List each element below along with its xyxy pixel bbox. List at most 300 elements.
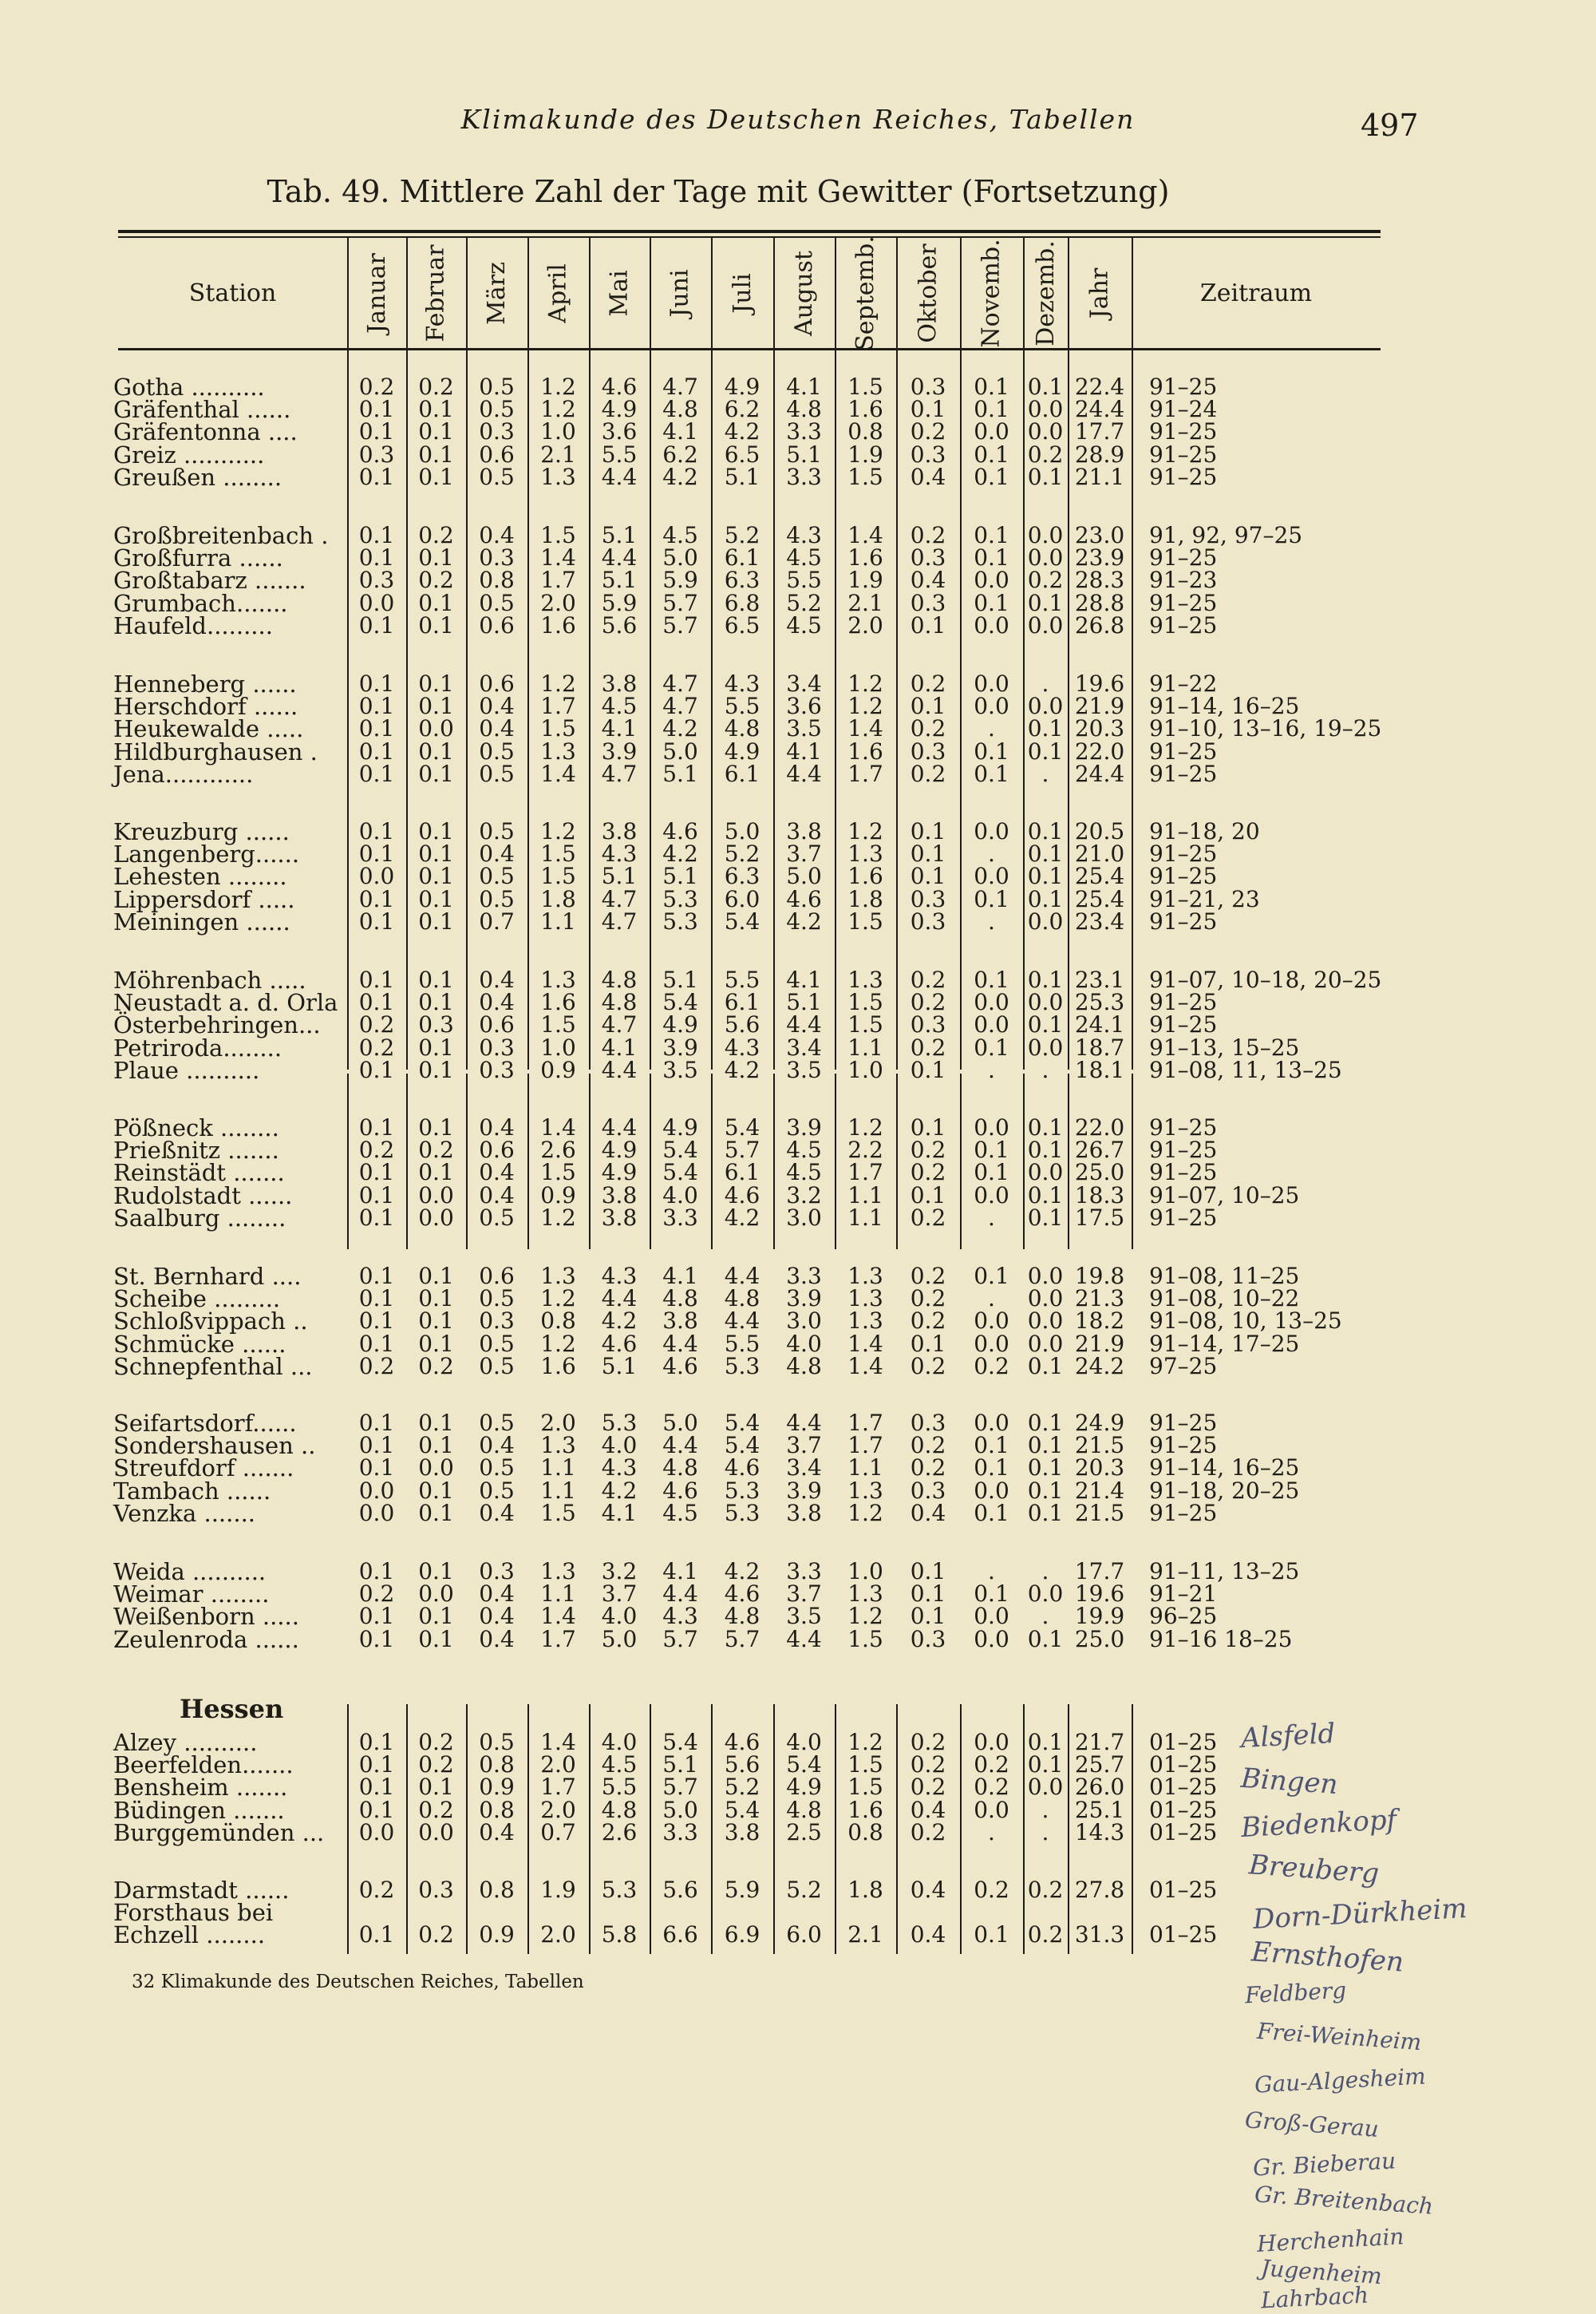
table-cell: 0.2: [910, 1454, 946, 1481]
table-cell: 0.2: [910, 1263, 946, 1289]
table-cell: 0.0: [418, 1454, 454, 1481]
period-cell: 91–23: [1149, 567, 1218, 594]
table-cell: 0.0: [974, 1625, 1009, 1652]
table-cell: 3.9: [786, 1477, 822, 1504]
station-name: Burggemünden ...: [113, 1818, 325, 1846]
table-cell: 4.2: [724, 1056, 760, 1083]
table-cell: 5.3: [601, 1410, 638, 1436]
station-name: Lippersdorf .....: [113, 885, 295, 913]
table-cell: 5.3: [662, 908, 698, 935]
period-cell: 91–25: [1149, 863, 1218, 890]
table-cell: 4.4: [662, 1432, 698, 1459]
table-cell: 0.5: [479, 1204, 515, 1231]
station-name: Haufeld.........: [113, 611, 273, 639]
table-cell: 3.8: [601, 818, 638, 845]
table-cell: 1.5: [847, 1751, 883, 1778]
table-cell: 4.1: [601, 1034, 638, 1061]
table-cell: 0.2: [418, 1729, 454, 1755]
table-cell: 0.1: [1027, 738, 1064, 765]
table-cell: 0.1: [1027, 1625, 1064, 1652]
table-cell: 0.5: [479, 1352, 515, 1379]
table-cell: 0.2: [910, 1285, 946, 1312]
table-cell: 25.3: [1074, 989, 1125, 1016]
table-cell: 0.2: [358, 374, 395, 400]
table-cell: 4.8: [724, 715, 760, 742]
table-cell: 0.1: [1027, 589, 1064, 616]
table-cell: 0.1: [910, 1558, 946, 1584]
table-cell: 4.9: [724, 738, 760, 765]
table-cell: 0.1: [974, 522, 1009, 548]
table-cell: 0.0: [1027, 544, 1064, 572]
table-cell: 5.1: [662, 1751, 698, 1778]
table-cell: 0.2: [358, 1034, 395, 1061]
table-cell: 0.2: [910, 1307, 946, 1335]
table-cell: 5.1: [662, 967, 698, 993]
table-cell: 0.1: [1027, 463, 1064, 490]
table-cell: 4.9: [662, 1114, 698, 1141]
table-cell: 0.4: [910, 463, 946, 490]
table-cell: 4.1: [786, 967, 822, 993]
table-cell: 0.1: [418, 967, 454, 993]
table-cell: 1.1: [847, 1454, 883, 1481]
table-cell: 0.2: [910, 1774, 946, 1801]
table-cell: 0.1: [358, 1263, 395, 1289]
table-cell: 2.0: [540, 1921, 576, 1948]
table-cell: 0.2: [910, 418, 946, 445]
table-cell: 5.7: [662, 589, 698, 616]
table-cell: 0.5: [479, 374, 515, 400]
table-cell: 18.1: [1074, 1056, 1125, 1083]
table-cell: 0.0: [974, 1729, 1009, 1755]
table-cell: 0.1: [910, 1330, 946, 1357]
column-rule: [1132, 238, 1133, 1070]
table-cell: 5.2: [724, 1774, 760, 1801]
table-cell: 0.0: [974, 611, 1009, 639]
table-cell: 0.4: [479, 989, 515, 1016]
table-cell: .: [988, 1204, 995, 1231]
period-cell: 91–11, 13–25: [1149, 1558, 1300, 1584]
station-name: Möhrenbach .....: [113, 967, 306, 994]
table-cell: 0.1: [418, 760, 454, 787]
table-cell: 4.4: [786, 1625, 822, 1652]
table-cell: 6.1: [724, 989, 760, 1016]
table-cell: 1.6: [540, 989, 576, 1016]
table-cell: 4.8: [601, 1796, 638, 1823]
table-cell: 0.4: [910, 567, 946, 594]
table-cell: 0.1: [1027, 885, 1064, 912]
table-cell: 0.2: [418, 374, 454, 400]
table-cell: 0.1: [418, 544, 454, 572]
table-cell: 1.1: [847, 1034, 883, 1061]
table-cell: 0.0: [974, 1181, 1009, 1208]
table-cell: 0.1: [1027, 1204, 1064, 1231]
table-cell: 0.5: [479, 1477, 515, 1504]
handwritten-note: Gr. Breitenbach: [1254, 2181, 1435, 2220]
column-header-month: [773, 238, 835, 348]
table-cell: 4.7: [662, 374, 698, 400]
table-cell: 4.8: [724, 1285, 760, 1312]
table-cell: 5.5: [786, 567, 822, 594]
table-cell: 0.2: [1027, 441, 1064, 468]
handwritten-note: Groß-Gerau: [1244, 2106, 1380, 2142]
table-cell: 5.7: [724, 1137, 760, 1164]
table-cell: 0.1: [418, 908, 454, 935]
table-cell: 0.3: [358, 441, 395, 468]
table-cell: 0.1: [418, 1285, 454, 1312]
station-name: Streufdorf .......: [113, 1454, 294, 1482]
table-cell: 0.3: [418, 1877, 454, 1903]
table-cell: 4.6: [724, 1729, 760, 1755]
table-cell: 6.1: [724, 760, 760, 787]
table-cell: 0.2: [910, 670, 946, 697]
table-cell: 1.0: [847, 1056, 883, 1083]
period-cell: 01–25: [1149, 1796, 1218, 1823]
table-cell: 5.1: [662, 760, 698, 787]
table-cell: 4.5: [786, 544, 822, 572]
table-cell: 1.5: [540, 522, 576, 548]
station-name: Gräfentonna ....: [113, 418, 298, 446]
table-cell: 0.6: [479, 1137, 515, 1164]
table-cell: 1.2: [847, 693, 883, 720]
table-cell: 0.1: [974, 967, 1009, 993]
station-name: Beerfelden.......: [113, 1751, 294, 1779]
table-cell: 4.6: [724, 1580, 760, 1608]
table-cell: 0.5: [479, 738, 515, 765]
table-cell: .: [1041, 1603, 1049, 1630]
table-cell: 4.6: [601, 374, 638, 400]
table-cell: 0.2: [910, 1204, 946, 1231]
table-cell: 0.1: [418, 885, 454, 912]
table-cell: 0.0: [974, 1796, 1009, 1823]
table-cell: 0.2: [910, 967, 946, 993]
table-cell: 20.5: [1074, 818, 1125, 845]
table-cell: 0.1: [358, 1625, 395, 1652]
table-cell: 1.5: [847, 374, 883, 400]
column-header-month: [527, 238, 589, 348]
period-cell: 91–25: [1149, 841, 1218, 868]
table-cell: 22.4: [1074, 374, 1125, 400]
station-name: Henneberg ......: [113, 670, 297, 698]
station-name: Lehesten ........: [113, 863, 287, 891]
table-cell: 4.2: [724, 1204, 760, 1231]
table-cell: 4.7: [601, 760, 638, 787]
station-name: Kreuzburg ......: [113, 818, 290, 845]
table-cell: 0.1: [418, 841, 454, 868]
period-cell: 91–25: [1149, 463, 1218, 490]
table-cell: 0.1: [358, 693, 395, 720]
table-cell: 24.4: [1074, 760, 1125, 787]
table-cell: 2.0: [540, 1751, 576, 1778]
table-cell: 5.2: [786, 1877, 822, 1903]
table-cell: 0.2: [910, 1432, 946, 1459]
column-header-label: Septemb.: [851, 235, 880, 351]
table-cell: 2.0: [540, 1796, 576, 1823]
table-cell: 0.1: [418, 611, 454, 639]
table-cell: 0.1: [418, 818, 454, 845]
table-cell: 3.0: [786, 1204, 822, 1231]
table-cell: 17.5: [1074, 1204, 1125, 1231]
table-cell: 4.0: [601, 1729, 638, 1755]
table-cell: 1.8: [847, 1877, 883, 1903]
table-cell: 1.6: [540, 1352, 576, 1379]
period-cell: 91–10, 13–16, 19–25: [1149, 715, 1382, 742]
table-cell: 0.8: [479, 1796, 515, 1823]
table-cell: 19.8: [1074, 1263, 1125, 1289]
period-cell: 91–25: [1149, 989, 1218, 1016]
station-name: Rudolstadt ......: [113, 1181, 293, 1209]
table-cell: 3.2: [786, 1181, 822, 1208]
table-cell: 4.0: [786, 1330, 822, 1357]
table-cell: 0.0: [1027, 1580, 1064, 1608]
table-cell: 0.1: [358, 841, 395, 868]
table-cell: 0.2: [910, 522, 946, 548]
table-cell: 0.0: [358, 1818, 395, 1845]
table-cell: 27.8: [1074, 1877, 1125, 1903]
table-cell: 4.3: [662, 1603, 698, 1630]
table-cell: 25.1: [1074, 1796, 1125, 1823]
table-cell: 0.9: [540, 1181, 576, 1208]
table-cell: 0.2: [910, 760, 946, 787]
table-cell: 17.7: [1074, 1558, 1125, 1584]
column-header-label: Juni: [666, 268, 694, 318]
station-name: Prießnitz .......: [113, 1137, 279, 1165]
table-cell: 0.1: [1027, 1499, 1064, 1526]
table-cell: 0.1: [358, 1307, 395, 1335]
table-cell: 4.4: [601, 463, 638, 490]
table-cell: 0.1: [1027, 863, 1064, 890]
table-cell: 0.6: [479, 1263, 515, 1289]
table-cell: 0.3: [910, 738, 946, 765]
table-cell: 1.4: [540, 1114, 576, 1141]
table-cell: 0.1: [418, 463, 454, 490]
table-cell: 5.2: [786, 589, 822, 616]
table-cell: 4.9: [601, 396, 638, 423]
table-cell: 0.3: [910, 908, 946, 935]
table-cell: 0.3: [910, 1477, 946, 1504]
table-cell: 0.1: [1027, 1477, 1064, 1504]
table-cell: 0.2: [910, 1034, 946, 1061]
table-cell: 0.1: [910, 863, 946, 890]
table-cell: 6.3: [724, 863, 760, 890]
table-cell: 0.3: [910, 441, 946, 468]
table-cell: 0.2: [974, 1774, 1009, 1801]
table-cell: 0.0: [1027, 522, 1064, 548]
table-cell: 0.1: [358, 1410, 395, 1436]
table-cell: 4.1: [601, 715, 638, 742]
table-cell: 0.3: [910, 544, 946, 572]
table-cell: .: [1041, 1056, 1049, 1083]
table-cell: 0.0: [418, 1204, 454, 1231]
table-cell: 0.1: [974, 1137, 1009, 1164]
table-cell: 26.7: [1074, 1137, 1125, 1164]
table-cell: 4.8: [724, 1603, 760, 1630]
table-cell: 6.0: [786, 1921, 822, 1948]
table-cell: 0.1: [358, 1114, 395, 1141]
period-cell: 91–13, 15–25: [1149, 1034, 1300, 1061]
table-cell: 1.3: [540, 1263, 576, 1289]
period-cell: 91–22: [1149, 670, 1218, 697]
table-cell: 0.0: [418, 1181, 454, 1208]
table-cell: 1.2: [540, 1204, 576, 1231]
table-cell: 1.7: [540, 693, 576, 720]
table-cell: 2.1: [847, 589, 883, 616]
table-cell: 1.3: [540, 1558, 576, 1584]
table-cell: 24.9: [1074, 1410, 1125, 1436]
handwritten-note: Herchenhain: [1256, 2223, 1405, 2257]
table-cell: 4.7: [662, 693, 698, 720]
table-cell: 3.4: [786, 670, 822, 697]
table-cell: 4.1: [601, 1499, 638, 1526]
table-cell: 1.6: [540, 611, 576, 639]
station-name: Reinstädt .......: [113, 1159, 285, 1187]
table-cell: 0.4: [479, 1499, 515, 1526]
running-head: Klimakunde des Deutschen Reiches, Tabellen: [460, 104, 1136, 135]
period-cell: 01–25: [1149, 1774, 1218, 1801]
station-name: Schloßvippach ..: [113, 1307, 308, 1335]
table-cell: 0.0: [974, 989, 1009, 1016]
table-cell: 0.5: [479, 885, 515, 912]
table-cell: 0.1: [358, 1796, 395, 1823]
table-cell: 0.1: [974, 544, 1009, 572]
table-cell: 0.1: [418, 738, 454, 765]
table-cell: 0.2: [418, 1796, 454, 1823]
station-name: Forsthaus bei: [113, 1899, 274, 1927]
station-name: Herschdorf ......: [113, 693, 298, 721]
table-cell: 1.3: [847, 967, 883, 993]
table-cell: 0.1: [418, 589, 454, 616]
table-cell: 3.9: [662, 1034, 698, 1061]
period-cell: 91–07, 10–25: [1149, 1181, 1300, 1208]
table-cell: 0.2: [910, 715, 946, 742]
table-cell: 0.1: [418, 1774, 454, 1801]
table-cell: 4.6: [601, 1330, 638, 1357]
table-cell: 5.6: [724, 1011, 760, 1038]
table-cell: .: [988, 1818, 995, 1845]
period-cell: 01–25: [1149, 1751, 1218, 1778]
period-cell: 91–25: [1149, 544, 1218, 572]
table-cell: 0.5: [479, 396, 515, 423]
table-cell: 21.9: [1074, 1330, 1125, 1357]
table-cell: 0.1: [974, 589, 1009, 616]
handwritten-note: Gau-Algesheim: [1254, 2063, 1427, 2098]
table-cell: 5.1: [662, 863, 698, 890]
table-cell: 0.0: [974, 1011, 1009, 1038]
column-header-label: Jahr: [1085, 267, 1114, 318]
table-cell: 0.2: [1027, 1921, 1064, 1948]
table-cell: 0.1: [974, 1921, 1009, 1948]
table-cell: 0.4: [910, 1796, 946, 1823]
table-cell: 1.2: [847, 1499, 883, 1526]
table-cell: 3.7: [601, 1580, 638, 1608]
table-cell: 0.2: [1027, 1877, 1064, 1903]
table-cell: 0.0: [1027, 396, 1064, 423]
table-cell: 2.6: [540, 1137, 576, 1164]
table-cell: 0.4: [479, 1181, 515, 1208]
table-cell: 0.1: [358, 1181, 395, 1208]
column-header-label: Januar: [362, 252, 391, 334]
table-cell: 5.9: [662, 567, 698, 594]
rule-header-bottom: [118, 348, 1381, 350]
table-cell: .: [988, 715, 995, 742]
table-cell: 17.7: [1074, 418, 1125, 445]
table-cell: 4.9: [662, 1011, 698, 1038]
handwritten-note: Jugenheim: [1260, 2254, 1383, 2290]
table-cell: 4.3: [724, 670, 760, 697]
column-header-label: März: [483, 261, 511, 325]
table-cell: 0.1: [358, 611, 395, 639]
table-cell: 4.7: [601, 908, 638, 935]
table-cell: 0.8: [479, 1751, 515, 1778]
table-cell: 0.4: [479, 1159, 515, 1186]
table-cell: 0.1: [418, 418, 454, 445]
table-cell: 4.7: [662, 670, 698, 697]
table-cell: 0.2: [418, 1137, 454, 1164]
column-rule: [896, 238, 898, 1070]
table-cell: 4.2: [662, 463, 698, 490]
table-cell: 3.3: [786, 418, 822, 445]
station-name: Großbreitenbach .: [113, 522, 329, 549]
table-cell: 1.5: [847, 1625, 883, 1652]
station-name: Sondershausen ..: [113, 1432, 316, 1460]
table-cell: 4.4: [786, 1011, 822, 1038]
table-cell: 1.7: [847, 760, 883, 787]
table-cell: 1.0: [540, 418, 576, 445]
table-cell: 0.1: [418, 1477, 454, 1504]
table-cell: 3.5: [786, 1056, 822, 1083]
period-cell: 91–25: [1149, 1204, 1218, 1231]
table-cell: 4.2: [724, 1558, 760, 1584]
table-cell: 0.1: [418, 1330, 454, 1357]
table-cell: 0.2: [358, 1352, 395, 1379]
table-cell: 4.1: [786, 374, 822, 400]
period-cell: 91–25: [1149, 760, 1218, 787]
period-cell: 91–21: [1149, 1580, 1218, 1608]
table-cell: 5.4: [724, 1114, 760, 1141]
table-cell: 4.0: [601, 1432, 638, 1459]
table-cell: 0.3: [479, 1307, 515, 1335]
table-cell: 0.9: [540, 1056, 576, 1083]
table-cell: 1.7: [540, 567, 576, 594]
table-cell: 1.5: [847, 908, 883, 935]
table-cell: 5.0: [662, 1796, 698, 1823]
table-cell: 1.7: [847, 1159, 883, 1186]
table-cell: 0.0: [1027, 1034, 1064, 1061]
table-cell: 0.3: [479, 544, 515, 572]
table-cell: 0.2: [910, 1159, 946, 1186]
table-cell: 0.0: [1027, 418, 1064, 445]
table-cell: .: [988, 1558, 995, 1584]
table-cell: 0.2: [910, 1818, 946, 1845]
station-name: St. Bernhard ....: [113, 1263, 302, 1290]
table-cell: 0.7: [540, 1818, 576, 1845]
table-cell: 22.0: [1074, 1114, 1125, 1141]
period-cell: 91–16 18–25: [1149, 1625, 1293, 1652]
table-cell: 6.1: [724, 1159, 760, 1186]
table-cell: 4.3: [601, 1454, 638, 1481]
table-cell: 1.1: [847, 1181, 883, 1208]
period-cell: 91–25: [1149, 1499, 1218, 1526]
table-cell: 0.1: [1027, 1137, 1064, 1164]
column-rule: [773, 238, 775, 1070]
table-cell: 0.1: [1027, 841, 1064, 868]
table-cell: 19.6: [1074, 670, 1125, 697]
table-cell: 0.1: [418, 1499, 454, 1526]
table-cell: 4.9: [724, 374, 760, 400]
table-cell: 0.3: [910, 1410, 946, 1436]
column-rule: [527, 238, 529, 1070]
table-cell: 3.7: [786, 841, 822, 868]
table-cell: 1.6: [847, 396, 883, 423]
